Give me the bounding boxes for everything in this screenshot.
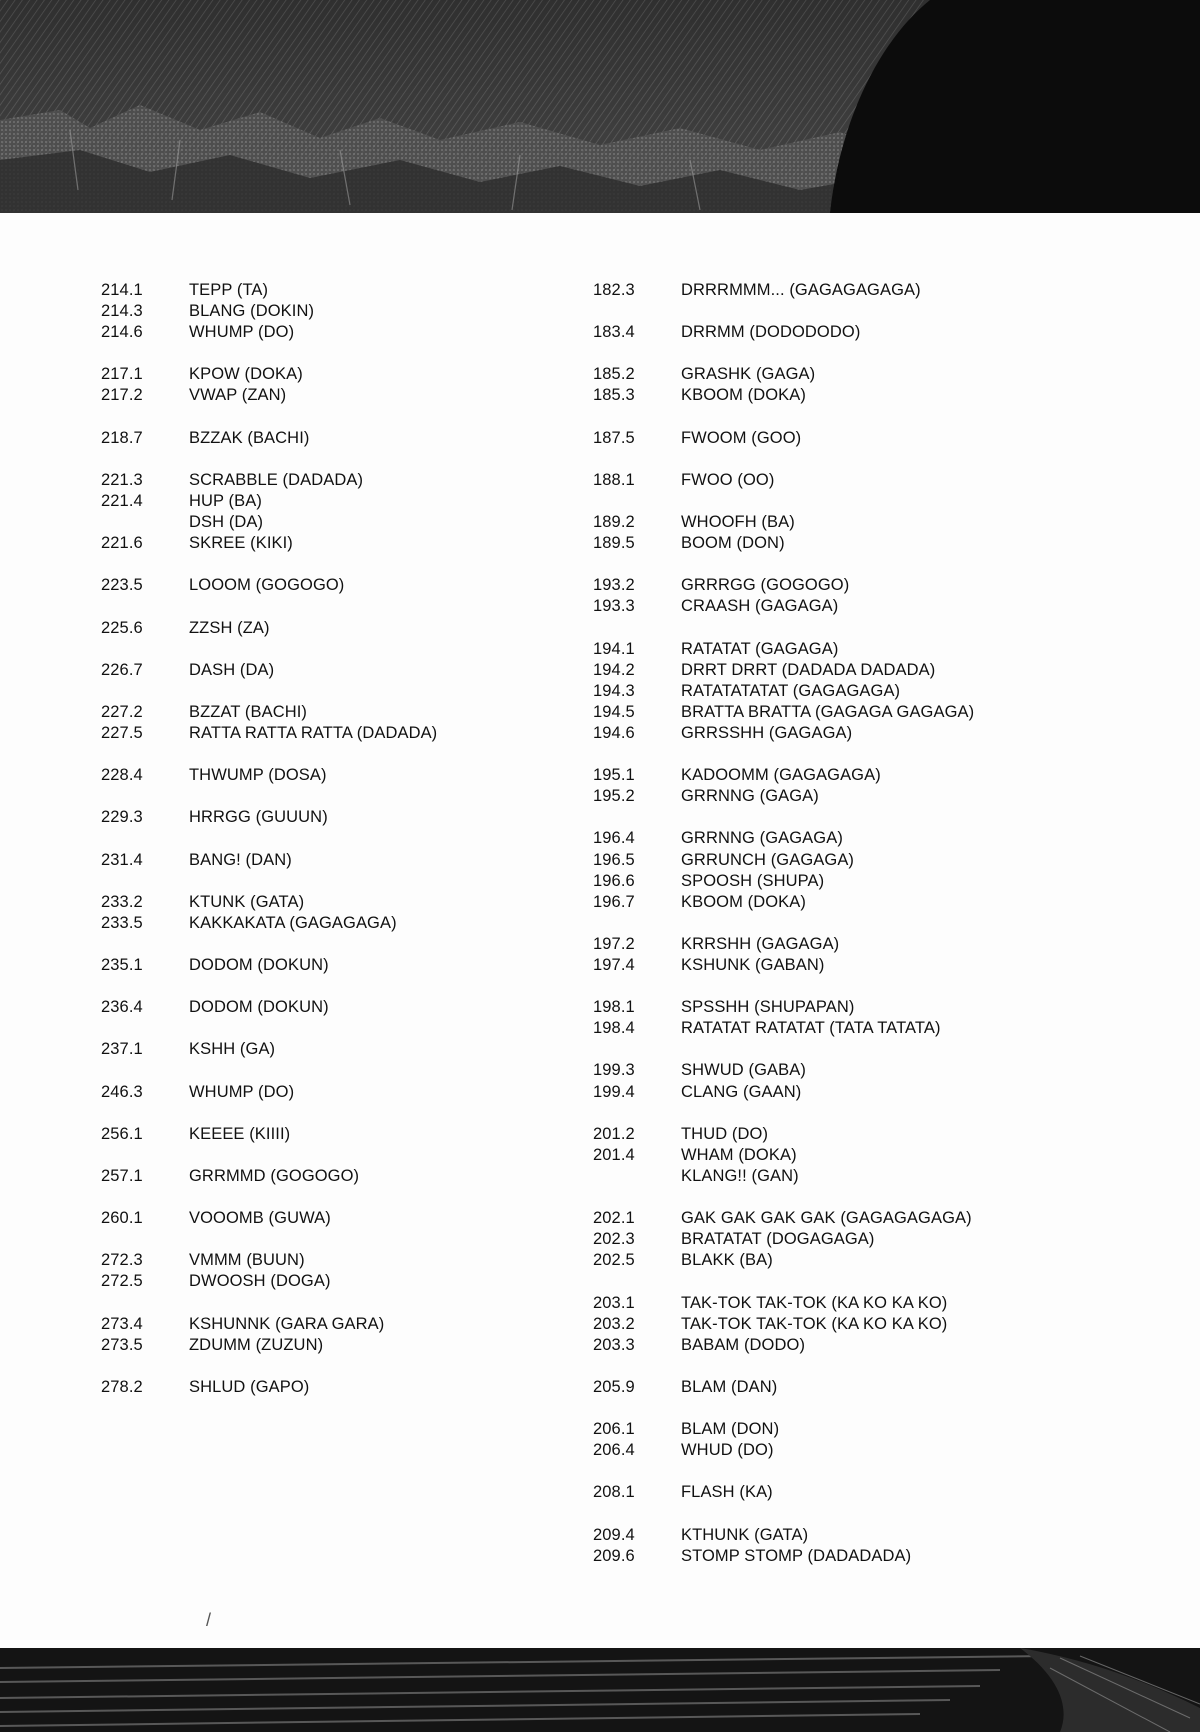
page-panel-number: 236.4 xyxy=(101,998,143,1017)
spacer xyxy=(101,871,437,892)
spacer xyxy=(101,744,437,765)
sound-effect-text: DWOOSH (DOGA) xyxy=(189,1272,331,1291)
sound-effect-text: DODOM (DOKUN) xyxy=(189,998,329,1017)
page-panel-number: 194.6 xyxy=(593,723,635,742)
page-panel-number: 197.4 xyxy=(593,956,635,974)
page-panel-number: 206.1 xyxy=(593,1420,635,1439)
page-panel-number: 188.1 xyxy=(593,470,635,489)
spacer xyxy=(101,1293,437,1314)
sfx-entry xyxy=(101,702,437,723)
sound-effect-text: KBOOM (DOKA) xyxy=(681,892,806,911)
sfx-entry xyxy=(593,470,974,491)
sfx-entry xyxy=(101,1082,437,1103)
sfx-entry xyxy=(593,1208,974,1229)
sound-effect-text: GRRNNG (GAGA) xyxy=(681,787,819,806)
page-panel-number: 193.2 xyxy=(593,576,635,595)
sfx-entry xyxy=(593,828,974,849)
sfx-entry xyxy=(593,892,974,913)
page-panel-number: 214.6 xyxy=(101,323,143,342)
sound-effect-text: KADOOMM (GAGAGAGA) xyxy=(681,766,881,785)
spacer xyxy=(101,786,437,807)
sound-effect-text: BABAM (DODO) xyxy=(681,1335,806,1354)
sfx-entry xyxy=(101,491,437,512)
sound-effect-text: VOOOMB (GUWA) xyxy=(189,1209,331,1228)
page-panel-number: 227.5 xyxy=(101,723,143,742)
page-panel-number: 202.1 xyxy=(593,1209,635,1228)
sfx-entry xyxy=(101,575,437,596)
spacer xyxy=(593,1039,974,1060)
page-panel-number: 194.5 xyxy=(593,702,635,721)
sfx-list-left-column xyxy=(101,280,437,1398)
sound-effect-text: KLANG!! (GAN) xyxy=(681,1166,799,1185)
page-panel-number: 217.1 xyxy=(101,365,143,384)
sfx-entry xyxy=(101,618,437,639)
page-panel-number: 233.5 xyxy=(101,913,143,932)
spacer xyxy=(593,1398,974,1419)
page-panel-number: 203.1 xyxy=(593,1293,635,1312)
page-panel-number: 195.1 xyxy=(593,766,635,785)
sound-effect-text: TEPP (TA) xyxy=(189,281,269,299)
spacer xyxy=(593,618,974,639)
sfx-entry xyxy=(101,1271,437,1292)
sfx-entry xyxy=(593,1546,974,1567)
sound-effect-text: WHAM (DOKA) xyxy=(681,1145,797,1164)
spacer xyxy=(593,301,974,322)
sfx-entry xyxy=(101,1039,437,1060)
page-panel-number: 194.1 xyxy=(593,639,635,658)
sfx-entry xyxy=(593,1482,974,1503)
sound-effect-text: TAK-TOK TAK-TOK (KA KO KA KO) xyxy=(681,1293,948,1312)
page-panel-number: 218.7 xyxy=(101,428,143,447)
page-panel-number: 273.4 xyxy=(101,1314,143,1333)
spacer xyxy=(593,343,974,364)
sound-effect-text: BLAM (DON) xyxy=(681,1420,780,1439)
spacer xyxy=(101,681,437,702)
page-panel-number: 197.2 xyxy=(593,934,635,953)
sfx-entry xyxy=(593,702,974,723)
page-panel-number: 237.1 xyxy=(101,1040,143,1059)
spacer xyxy=(593,1187,974,1208)
sound-effect-text: KBOOM (DOKA) xyxy=(681,386,806,405)
sfx-entry xyxy=(593,1250,974,1271)
sound-effect-text: KSHH (GA) xyxy=(189,1040,276,1059)
sfx-entry xyxy=(101,1208,437,1229)
page-panel-number: 196.5 xyxy=(593,850,635,869)
sfx-entry xyxy=(593,596,974,617)
spacer xyxy=(101,1229,437,1250)
sound-effect-text: KTUNK (GATA) xyxy=(189,892,305,911)
sound-effect-text: STOMP STOMP (DADADADA) xyxy=(681,1546,912,1565)
page-panel-number: 185.3 xyxy=(593,386,635,405)
spacer xyxy=(101,1103,437,1124)
spacer xyxy=(593,1461,974,1482)
spacer xyxy=(101,1187,437,1208)
sound-effect-text: WHUMP (DO) xyxy=(189,323,295,342)
spacer xyxy=(101,934,437,955)
sfx-entry xyxy=(101,301,437,322)
sfx-entry xyxy=(101,997,437,1018)
sfx-entry xyxy=(101,1377,437,1398)
page-panel-number: 195.2 xyxy=(593,787,635,806)
sfx-entry xyxy=(101,322,437,343)
sfx-entry xyxy=(593,1293,974,1314)
sound-effect-text: HUP (BA) xyxy=(189,491,262,510)
sound-effect-text: CLANG (GAAN) xyxy=(681,1082,802,1101)
page-panel-number: 196.6 xyxy=(593,871,635,890)
spacer xyxy=(101,1018,437,1039)
page-panel-number: 227.2 xyxy=(101,702,143,721)
sound-effect-text: BZZAT (BACHI) xyxy=(189,702,308,721)
page-panel-number: 235.1 xyxy=(101,956,143,974)
sfx-entry xyxy=(101,533,437,554)
sound-effect-text: KPOW (DOKA) xyxy=(189,365,303,384)
sfx-entry xyxy=(593,1229,974,1250)
spacer xyxy=(593,1503,974,1524)
sfx-entry xyxy=(593,660,974,681)
sfx-entry xyxy=(593,1166,974,1187)
sfx-entry xyxy=(593,723,974,744)
page-panel-number: 221.4 xyxy=(101,491,143,510)
sound-effect-text: BLAKK (BA) xyxy=(681,1251,773,1270)
page-panel-number: 217.2 xyxy=(101,386,143,405)
page-panel-number: 214.1 xyxy=(101,281,143,299)
page-panel-number: 187.5 xyxy=(593,428,635,447)
sound-effect-text: FWOO (OO) xyxy=(681,470,775,489)
spacer xyxy=(101,1356,437,1377)
sound-effect-text: LOOOM (GOGOGO) xyxy=(189,576,345,595)
sfx-entry xyxy=(593,1082,974,1103)
top-banner-illustration xyxy=(0,0,1200,213)
sfx-entry xyxy=(593,997,974,1018)
page-panel-number: 199.3 xyxy=(593,1061,635,1080)
page-panel-number: 203.3 xyxy=(593,1335,635,1354)
page-panel-number: 273.5 xyxy=(101,1335,143,1354)
sfx-entry xyxy=(593,1419,974,1440)
sound-effect-text: VWAP (ZAN) xyxy=(189,386,287,405)
sfx-entry xyxy=(593,280,974,301)
page-panel-number: 272.3 xyxy=(101,1251,143,1270)
sfx-entry xyxy=(593,1124,974,1145)
sound-effect-text: BOOM (DON) xyxy=(681,534,785,553)
sound-effect-text: SPOOSH (SHUPA) xyxy=(681,871,825,890)
sound-effect-text: BANG! (DAN) xyxy=(189,850,292,869)
sfx-entry xyxy=(101,512,437,533)
sound-effect-text: HRRGG (GUUUN) xyxy=(189,808,328,827)
sound-effect-text: KEEEE (KIIII) xyxy=(189,1124,291,1143)
page-panel-number: 226.7 xyxy=(101,660,143,679)
page-panel-number: 196.7 xyxy=(593,892,635,911)
page-panel-number: 183.4 xyxy=(593,323,635,342)
sound-effect-text: GRRRGG (GOGOGO) xyxy=(681,576,850,595)
sfx-entry xyxy=(593,639,974,660)
spacer xyxy=(101,449,437,470)
sfx-entry xyxy=(101,1335,437,1356)
sound-effect-text: BLANG (DOKIN) xyxy=(189,302,315,321)
sound-effect-text: DODOM (DOKUN) xyxy=(189,956,329,974)
sound-effect-text: BRATATAT (DOGAGAGA) xyxy=(681,1230,875,1249)
page-panel-number: 194.3 xyxy=(593,681,635,700)
sfx-entry xyxy=(593,765,974,786)
spacer xyxy=(101,828,437,849)
sound-effect-text: DASH (DA) xyxy=(189,660,275,679)
page-panel-number: 199.4 xyxy=(593,1082,635,1101)
sfx-entry xyxy=(593,385,974,406)
spacer xyxy=(101,596,437,617)
spacer xyxy=(593,1271,974,1292)
sfx-entry xyxy=(593,1018,974,1039)
page-panel-number: 256.1 xyxy=(101,1124,143,1143)
spacer xyxy=(593,744,974,765)
spacer xyxy=(101,407,437,428)
spacer xyxy=(593,913,974,934)
page-panel-number: 194.2 xyxy=(593,660,635,679)
sfx-entry xyxy=(101,385,437,406)
sfx-list-right-column xyxy=(593,280,974,1567)
page-panel-number: 221.6 xyxy=(101,534,143,553)
page-panel-number: 198.4 xyxy=(593,1019,635,1038)
sound-effect-text: GAK GAK GAK GAK (GAGAGAGAGA) xyxy=(681,1209,972,1228)
sound-effect-text: TAK-TOK TAK-TOK (KA KO KA KO) xyxy=(681,1314,948,1333)
spacer xyxy=(593,554,974,575)
spacer xyxy=(593,976,974,997)
sfx-entry xyxy=(593,1314,974,1335)
sfx-entry xyxy=(593,1525,974,1546)
spacer xyxy=(101,343,437,364)
page-panel-number: 205.9 xyxy=(593,1377,635,1396)
page-panel-number: 223.5 xyxy=(101,576,143,595)
page-panel-number: 229.3 xyxy=(101,808,143,827)
sound-effect-text: KAKKAKATA (GAGAGAGA) xyxy=(189,913,397,932)
sfx-entry xyxy=(593,850,974,871)
page-panel-number xyxy=(101,512,189,533)
sound-effect-text: GRRMMD (GOGOGO) xyxy=(189,1166,360,1185)
sfx-entry xyxy=(593,322,974,343)
sound-effect-text: FLASH (KA) xyxy=(681,1483,773,1502)
sfx-entry xyxy=(593,1377,974,1398)
sound-effect-text: THWUMP (DOSA) xyxy=(189,766,327,785)
sound-effect-text: GRRUNCH (GAGAGA) xyxy=(681,850,855,869)
sfx-entry xyxy=(593,786,974,807)
sfx-entry xyxy=(101,1166,437,1187)
page-panel-number: 231.4 xyxy=(101,850,143,869)
sfx-entry xyxy=(101,723,437,744)
sfx-entry xyxy=(101,1124,437,1145)
spacer xyxy=(101,639,437,660)
spacer xyxy=(593,1103,974,1124)
page-panel-number: 208.1 xyxy=(593,1483,635,1502)
sfx-entry xyxy=(101,807,437,828)
sound-effect-text: KTHUNK (GATA) xyxy=(681,1525,809,1544)
page-panel-number: 272.5 xyxy=(101,1272,143,1291)
page-panel-number: 209.6 xyxy=(593,1546,635,1565)
sound-effect-text: GRASHK (GAGA) xyxy=(681,365,816,384)
sound-effect-text: DRRMM (DODODODO) xyxy=(681,323,861,342)
sfx-entry xyxy=(101,470,437,491)
streaks-artwork xyxy=(0,1648,1200,1732)
sound-effect-text: DRRT DRRT (DADADA DADADA) xyxy=(681,660,936,679)
page-panel-number: 196.4 xyxy=(593,829,635,848)
page-panel-number: 209.4 xyxy=(593,1525,635,1544)
sound-effect-text: RATATATATAT (GAGAGAGA) xyxy=(681,681,901,700)
spacer xyxy=(101,554,437,575)
sfx-entry xyxy=(101,1250,437,1271)
sound-effect-text: SHWUD (GABA) xyxy=(681,1061,806,1080)
page-panel-number: 278.2 xyxy=(101,1377,143,1396)
sfx-entry xyxy=(593,934,974,955)
sound-effect-text: DRRRMMM... (GAGAGAGAGA) xyxy=(681,281,921,299)
sfx-entry xyxy=(101,850,437,871)
sound-effect-text: BLAM (DAN) xyxy=(681,1377,778,1396)
bottom-banner-illustration xyxy=(0,1648,1200,1732)
page-panel-number: 202.5 xyxy=(593,1251,635,1270)
spacer xyxy=(101,1145,437,1166)
page-panel-number xyxy=(593,1166,681,1187)
sfx-entry xyxy=(593,1145,974,1166)
sound-effect-text: FWOOM (GOO) xyxy=(681,428,802,447)
page-panel-number: 202.3 xyxy=(593,1230,635,1249)
sfx-entry xyxy=(101,892,437,913)
page-panel-number: 221.3 xyxy=(101,470,143,489)
sfx-entry xyxy=(593,955,974,976)
spacer xyxy=(593,449,974,470)
sound-effect-text: WHOOFH (BA) xyxy=(681,513,795,532)
sfx-entry xyxy=(593,681,974,702)
sfx-entry xyxy=(101,955,437,976)
sfx-entry xyxy=(593,575,974,596)
page-panel-number: 214.3 xyxy=(101,302,143,321)
sound-effect-text: SPSSHH (SHUPAPAN) xyxy=(681,998,855,1017)
sound-effect-text: SHLUD (GAPO) xyxy=(189,1377,310,1396)
sound-effect-text: KSHUNK (GABAN) xyxy=(681,956,825,974)
sound-effect-text: RATATAT (GAGAGA) xyxy=(681,639,839,658)
sound-effect-text: ZZSH (ZA) xyxy=(189,618,270,637)
page-panel-number: 201.4 xyxy=(593,1145,635,1164)
page-panel-number: 228.4 xyxy=(101,766,143,785)
sound-effect-text: GRRNNG (GAGAGA) xyxy=(681,829,843,848)
sound-effect-text: RATATAT RATATAT (TATA TATATA) xyxy=(681,1019,941,1038)
sound-effect-text: VMMM (BUUN) xyxy=(189,1251,305,1270)
page-panel-number: 225.6 xyxy=(101,618,143,637)
sound-effect-text: THUD (DO) xyxy=(681,1124,769,1143)
sound-effect-text: RATTA RATTA RATTA (DADADA) xyxy=(189,723,438,742)
sfx-entry xyxy=(101,280,437,301)
sound-effect-text: DSH (DA) xyxy=(189,513,264,532)
sfx-entry xyxy=(593,512,974,533)
page-panel-number: 201.2 xyxy=(593,1124,635,1143)
sound-effect-text: CRAASH (GAGAGA) xyxy=(681,597,839,616)
sound-effect-text: BRATTA BRATTA (GAGAGA GAGAGA) xyxy=(681,702,975,721)
page-panel-number: 182.3 xyxy=(593,281,635,299)
sfx-entry xyxy=(593,1060,974,1081)
footer-mark: / xyxy=(206,1610,212,1630)
sfx-entry xyxy=(101,765,437,786)
page-panel-number: 260.1 xyxy=(101,1209,143,1228)
sound-effect-text: GRRSSHH (GAGAGA) xyxy=(681,723,853,742)
sfx-entry xyxy=(101,364,437,385)
sfx-entry xyxy=(593,871,974,892)
sound-effect-text: SKREE (KIKI) xyxy=(189,534,293,553)
spacer xyxy=(593,807,974,828)
sound-effect-text: BZZAK (BACHI) xyxy=(189,428,310,447)
page-panel-number: 185.2 xyxy=(593,365,635,384)
sound-effect-text: KRRSHH (GAGAGA) xyxy=(681,934,840,953)
sfx-entry xyxy=(101,660,437,681)
sound-effect-text: KSHUNNK (GARA GARA) xyxy=(189,1314,385,1333)
page-panel-number: 257.1 xyxy=(101,1166,143,1185)
sfx-entry xyxy=(101,913,437,934)
sfx-entry xyxy=(593,1440,974,1461)
page-panel-number: 233.2 xyxy=(101,892,143,911)
sfx-entry xyxy=(101,428,437,449)
spacer xyxy=(593,407,974,428)
page-panel-number: 206.4 xyxy=(593,1441,635,1460)
page-panel-number: 203.2 xyxy=(593,1314,635,1333)
spacer xyxy=(593,491,974,512)
page-panel-number: 189.2 xyxy=(593,513,635,532)
sfx-entry xyxy=(101,1314,437,1335)
sound-effect-text: WHUMP (DO) xyxy=(189,1082,295,1101)
sound-effect-text: WHUD (DO) xyxy=(681,1441,774,1460)
rubble-artwork xyxy=(0,0,1200,213)
sfx-entry xyxy=(593,1335,974,1356)
page-panel-number: 198.1 xyxy=(593,998,635,1017)
spacer xyxy=(101,1060,437,1081)
sfx-entry xyxy=(593,364,974,385)
sound-effect-text: SCRABBLE (DADADA) xyxy=(189,470,364,489)
spacer xyxy=(101,976,437,997)
sfx-entry xyxy=(593,428,974,449)
spacer xyxy=(593,1356,974,1377)
sfx-entry xyxy=(593,533,974,554)
page-panel-number: 246.3 xyxy=(101,1082,143,1101)
sound-effect-text: ZDUMM (ZUZUN) xyxy=(189,1335,324,1354)
page-panel-number: 189.5 xyxy=(593,534,635,553)
page-panel-number: 193.3 xyxy=(593,597,635,616)
